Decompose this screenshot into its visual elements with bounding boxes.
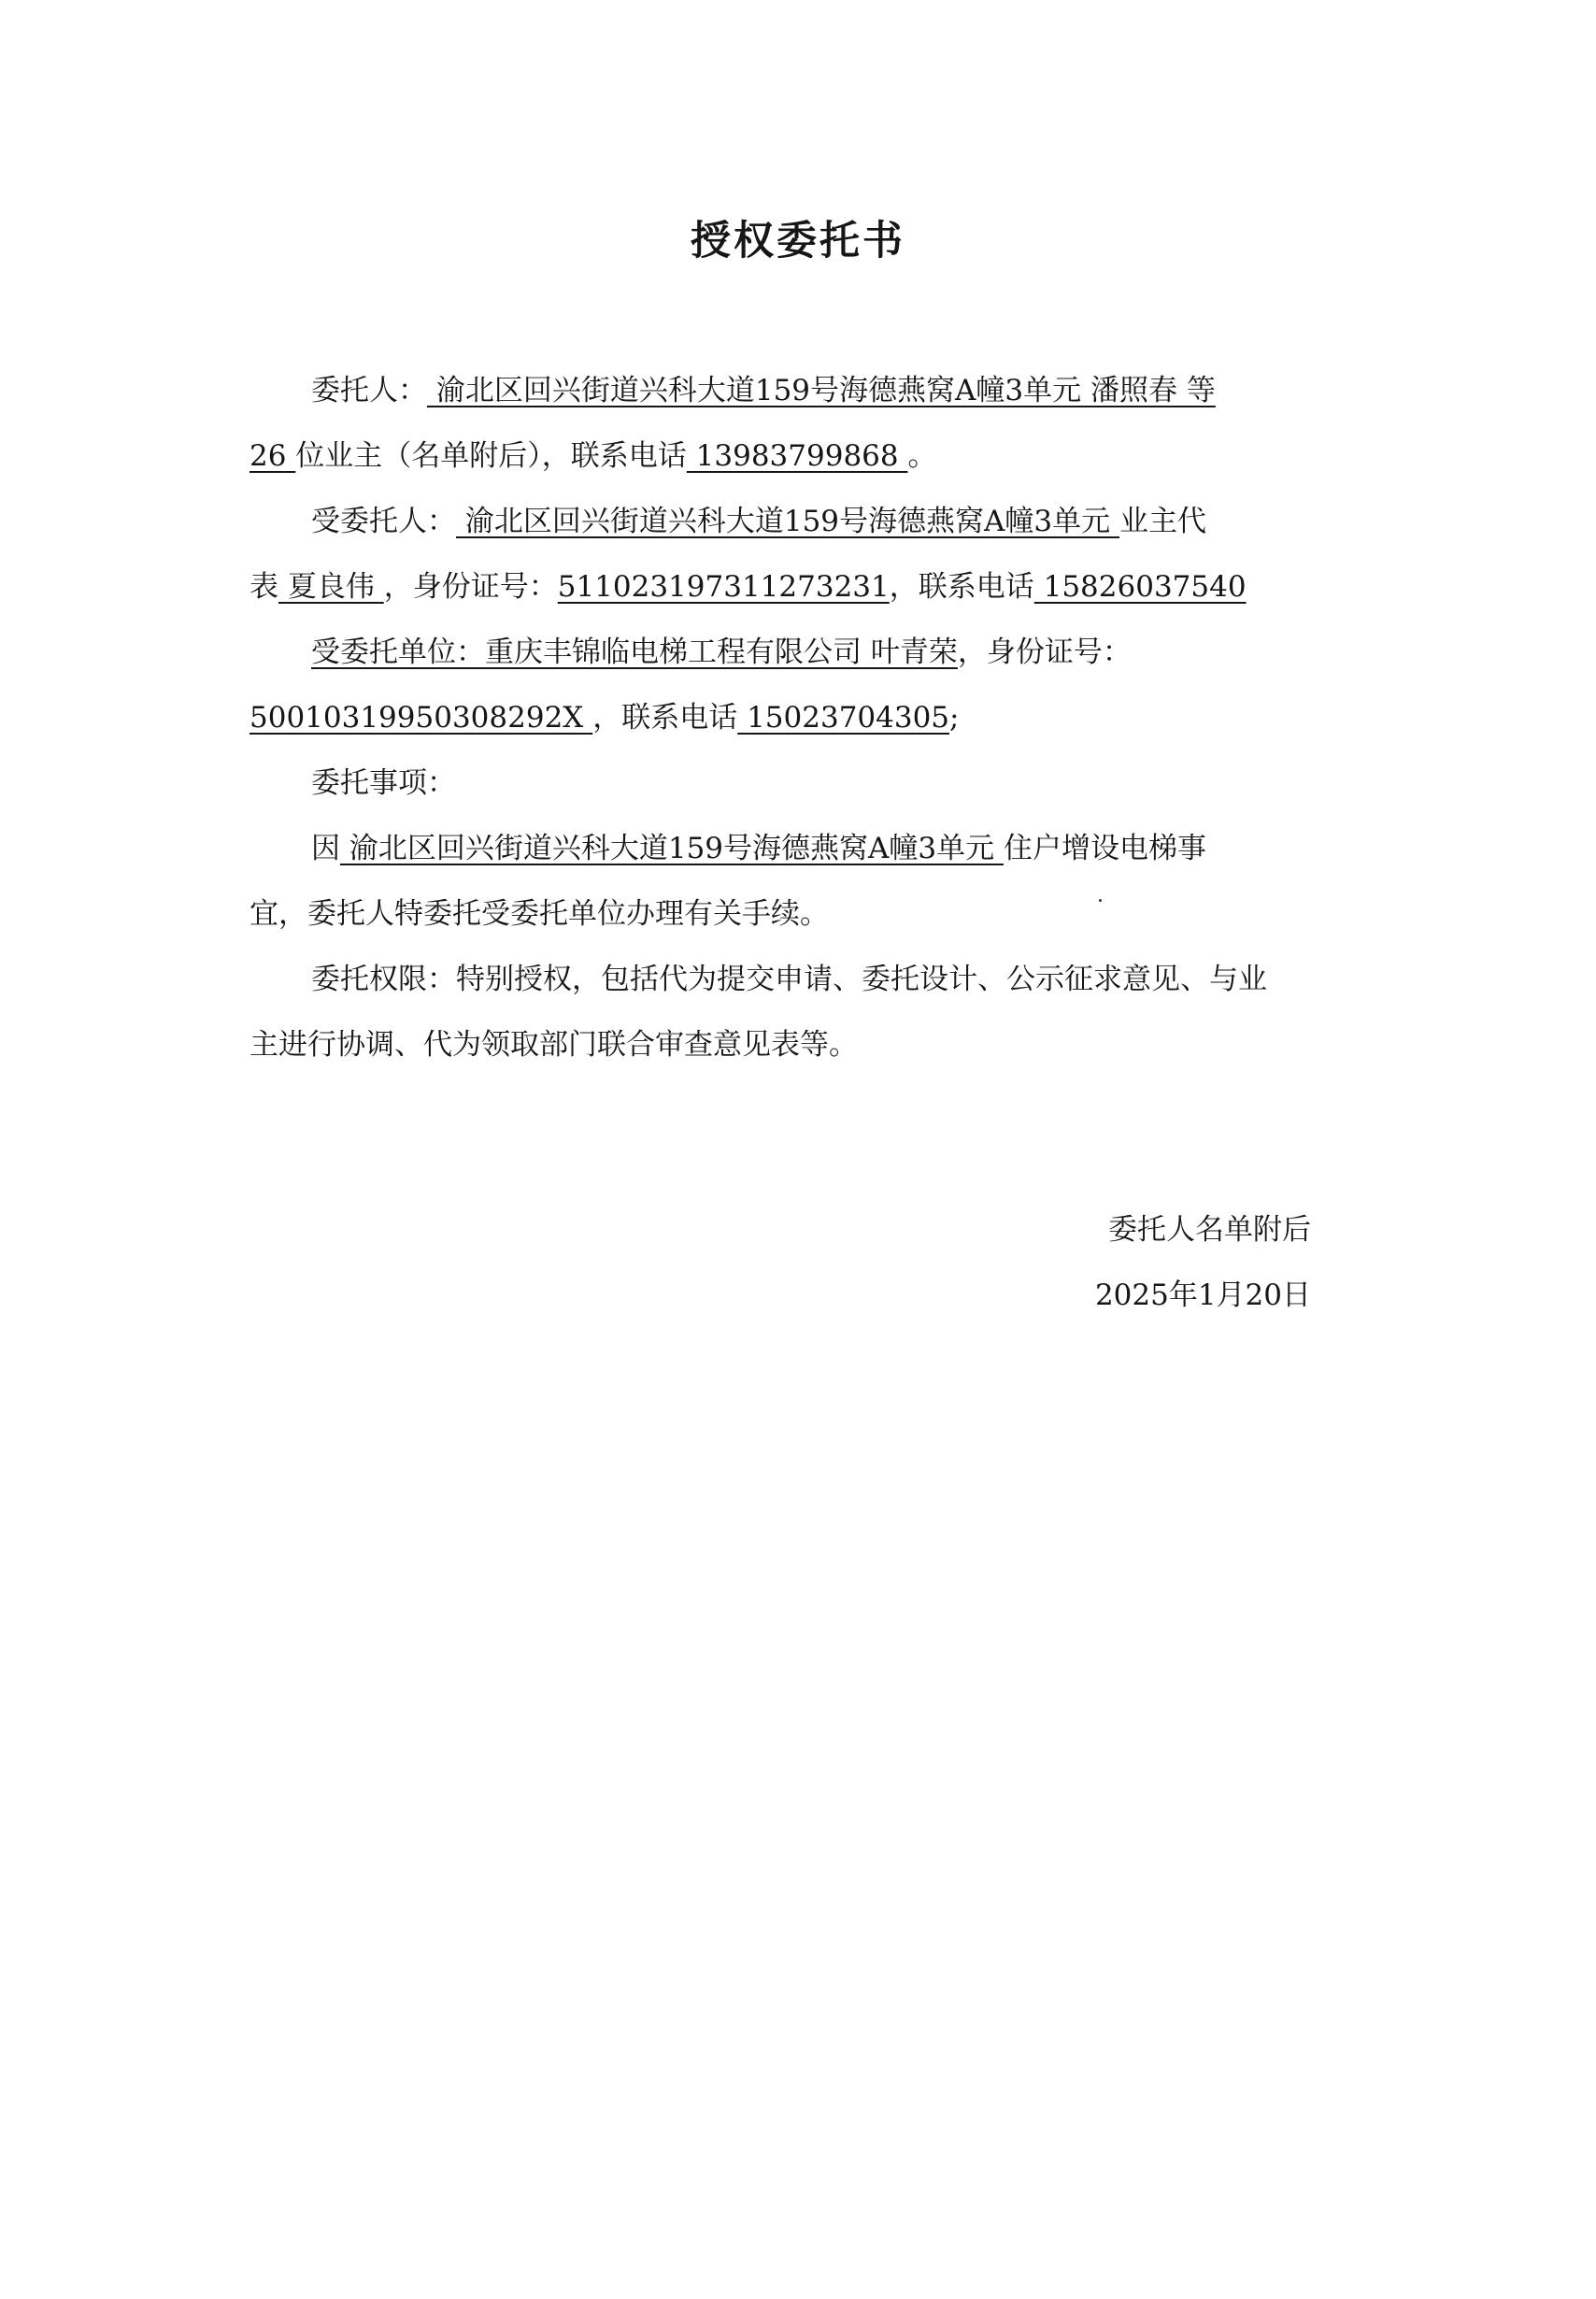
principal-count-suffix: 位业主（名单附后），联系电话 [295, 439, 687, 473]
agent-phone: 15826037540 [1033, 570, 1247, 604]
agent-id: 511023197311273231 [557, 570, 890, 604]
matters-line-1 [311, 828, 1206, 869]
agent-company-label: 受委托单位： [311, 635, 485, 669]
agent-company-id-label: ，身份证号： [957, 635, 1132, 669]
principal-line-1 [311, 370, 1216, 411]
agent-company-line-2 [249, 697, 959, 738]
principal-line-2 [249, 436, 936, 477]
principal-address: 渝北区回兴街道兴科大道159号海德燕窝A幢3单元 潘照春 等 [427, 374, 1216, 407]
principal-label: 委托人： [311, 374, 427, 407]
agent-company-end: ; [949, 701, 960, 735]
document-title: 授权委托书 [691, 218, 905, 264]
matters-line-2: 宜，委托人特委托受委托单位办理有关手续。 [249, 897, 829, 931]
agent-id-label: ，身份证号： [383, 570, 558, 604]
agent-company-label-and-name [311, 635, 958, 669]
agent-line-2 [249, 566, 1247, 607]
agent-line-1 [311, 501, 1206, 542]
agent-name: 夏良伟 [278, 570, 384, 604]
authority-line-2: 主进行协调、代为领取部门联合审查意见表等。 [249, 1028, 858, 1062]
agent-company-line-1 [311, 632, 1132, 673]
agent-role: 业主代 [1119, 505, 1206, 538]
scan-speck [1099, 899, 1102, 902]
authority-line-1: 委托权限：特别授权，包括代为提交申请、委托设计、公示征求意见、与业 [311, 963, 1267, 996]
footer-note: 委托人名单附后 [1108, 1213, 1311, 1247]
agent-role-cont: 表 [249, 570, 278, 604]
principal-end: 。 [907, 439, 937, 473]
matters-suffix: 住户增设电梯事 [1004, 832, 1206, 865]
footer-date: 2025年1月20日 [1094, 1278, 1311, 1312]
agent-label: 受委托人： [311, 505, 456, 538]
principal-count: 26 [249, 439, 296, 473]
matters-prefix: 因 [311, 832, 340, 865]
agent-company-id: 50010319950308292X [249, 701, 593, 735]
agent-company-phone: 15023704305 [737, 701, 950, 735]
agent-phone-label: ，联系电话 [889, 570, 1034, 604]
agent-company-phone-label: ，联系电话 [592, 701, 738, 735]
matters-heading: 委托事项： [311, 766, 456, 800]
principal-phone: 13983799868 [686, 439, 908, 473]
matters-address: 渝北区回兴街道兴科大道159号海德燕窝A幢3单元 [340, 832, 1004, 865]
agent-address: 渝北区回兴街道兴科大道159号海德燕窝A幢3单元 [456, 505, 1119, 538]
agent-company-name: 重庆丰锦临电梯工程有限公司 叶青荣 [485, 635, 958, 669]
